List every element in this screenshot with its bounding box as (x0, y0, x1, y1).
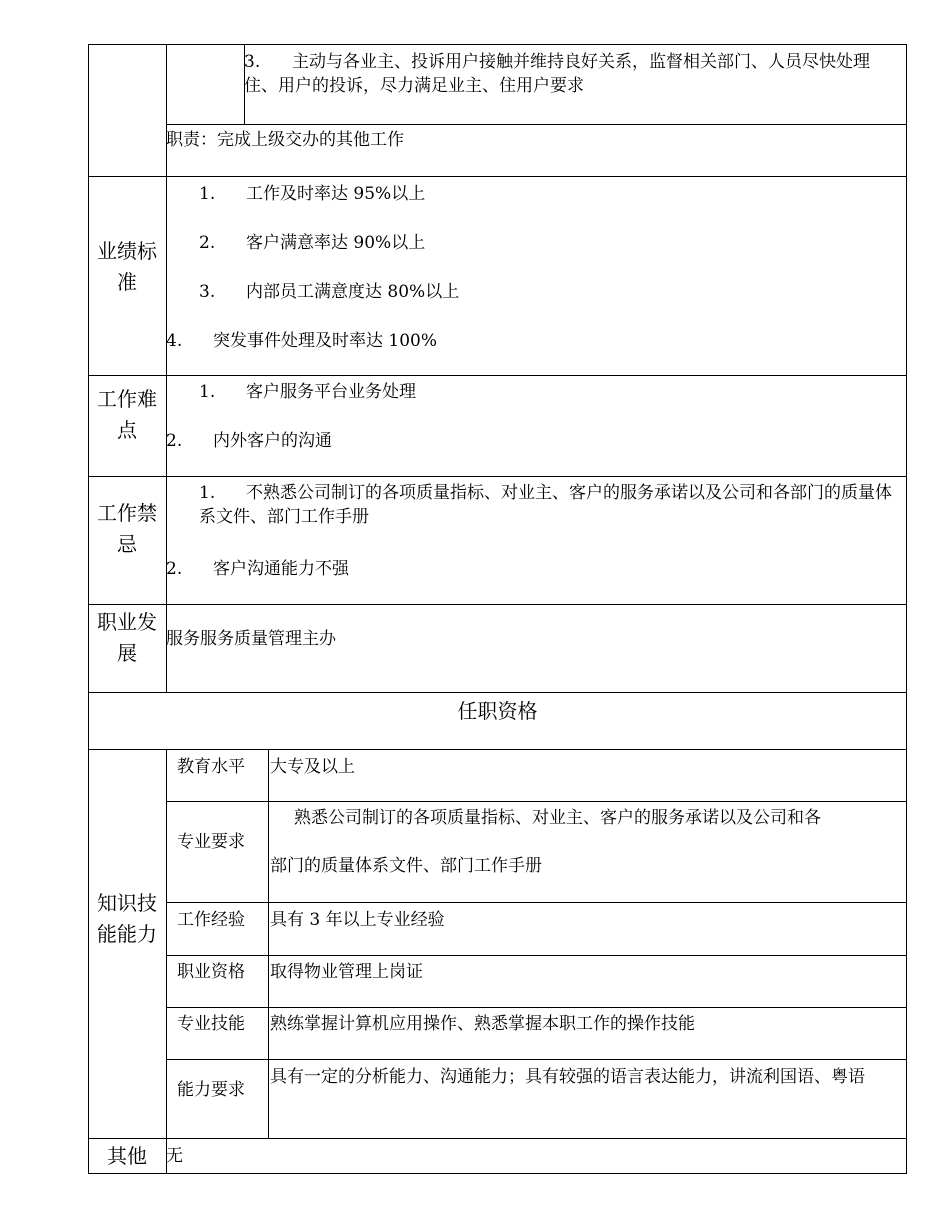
row-divider (88, 375, 907, 376)
row-divider (88, 176, 907, 177)
other-label: 其他 (107, 1144, 147, 1168)
qualification-label: 知识技能能力 (97, 891, 157, 946)
row-divider (166, 124, 907, 125)
table-border-bottom (88, 1173, 907, 1174)
taboos-label: 工作禁忌 (97, 501, 157, 556)
performance-item-number: 1. (199, 184, 216, 204)
taboo-item-number: 2. (166, 559, 183, 579)
qualification-value: 熟悉公司制订的各项质量指标、对业主、客户的服务承诺以及公司和各 (294, 808, 821, 828)
row-divider (166, 1007, 907, 1008)
qualification-key: 教育水平 (177, 757, 245, 777)
taboo-item-number: 1. (199, 483, 216, 503)
taboo-item-text: 客户沟通能力不强 (213, 559, 349, 579)
row-divider (166, 1059, 907, 1060)
performance-item-number: 2. (199, 233, 216, 253)
table-border-right (906, 44, 907, 1174)
row-divider (88, 476, 907, 477)
taboo-item-text: 不熟悉公司制订的各项质量指标、对业主、客户的服务承诺以及公司和各部门的质量体系文件、部门工作手册 (199, 483, 892, 527)
row-divider (88, 1138, 907, 1139)
duty-item-text: 主动与各业主、投诉用户接触并维持良好关系，监督相关部门、人员尽快处理住、用户的投诉，尽力满足业主、住用户要求 (244, 52, 870, 96)
other-duty-text: 职责：完成上级交办的其他工作 (166, 130, 404, 150)
performance-item-number: 3. (199, 282, 216, 302)
difficulty-item-number: 1. (199, 382, 216, 402)
row-divider (166, 955, 907, 956)
other-text: 无 (166, 1146, 183, 1166)
qualification-value: 大专及以上 (270, 757, 355, 777)
qualification-key-divider (268, 749, 269, 1139)
qualification-value: 熟练掌握计算机应用操作、熟悉掌握本职工作的操作技能 (270, 1014, 695, 1034)
qualification-key: 专业要求 (177, 832, 245, 852)
performance-label: 业绩标准 (97, 239, 157, 294)
difficulties-label: 工作难点 (97, 387, 157, 442)
qualification-title: 任职资格 (457, 699, 538, 723)
qualification-key: 职业资格 (177, 962, 245, 982)
row-divider (88, 604, 907, 605)
row-divider (166, 902, 907, 903)
qualification-key: 工作经验 (177, 910, 245, 930)
performance-item-number: 4. (166, 331, 183, 351)
difficulty-item-text: 客户服务平台业务处理 (246, 382, 416, 402)
duty-item-number: 3. (244, 52, 261, 72)
row-divider (88, 749, 907, 750)
qualification-value: 取得物业管理上岗证 (270, 962, 423, 982)
qualification-value: 部门的质量体系文件、部门工作手册 (270, 856, 542, 876)
label-column-divider (166, 749, 167, 1174)
career-text: 服务服务质量管理主办 (166, 629, 336, 649)
career-label: 职业发展 (97, 610, 157, 665)
qualification-key: 专业技能 (177, 1014, 245, 1034)
row-divider (166, 801, 907, 802)
row-divider (88, 692, 907, 693)
qualification-value: 具有 3 年以上专业经验 (270, 910, 445, 930)
difficulty-item-number: 2. (166, 431, 183, 451)
difficulty-item-text: 内外客户的沟通 (213, 431, 332, 451)
performance-item-text: 突发事件处理及时率达 100% (213, 331, 438, 351)
performance-item-text: 内部员工满意度达 80%以上 (246, 282, 460, 302)
table-border-top (88, 44, 907, 45)
qualification-key: 能力要求 (177, 1080, 245, 1100)
qualification-value: 具有一定的分析能力、沟通能力；具有较强的语言表达能力，讲流利国语、粤语 (270, 1067, 865, 1087)
performance-item-text: 客户满意率达 90%以上 (246, 233, 426, 253)
performance-item-text: 工作及时率达 95%以上 (246, 184, 426, 204)
